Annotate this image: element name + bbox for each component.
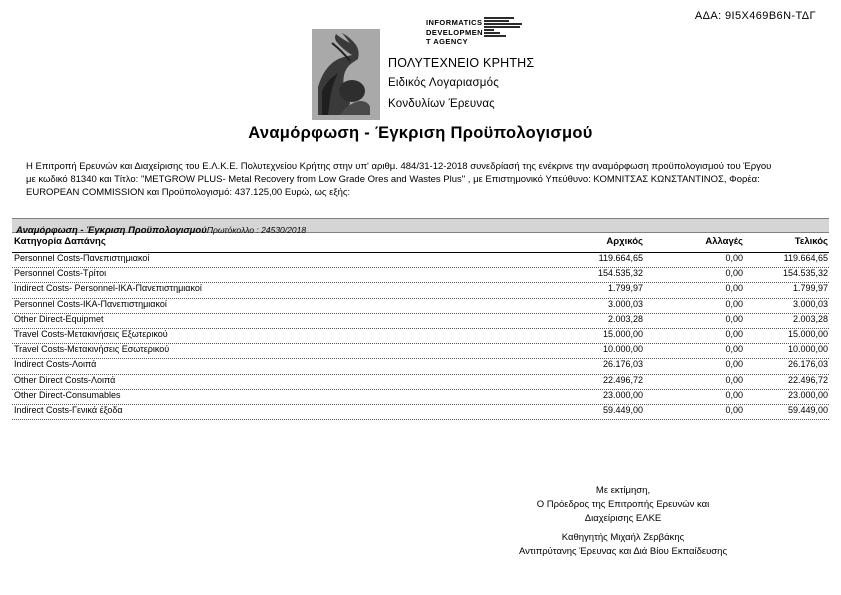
agency-line-3: T AGENCY	[426, 37, 469, 46]
cell-category: Personnel Costs-IKA-Πανεπιστημιακοί	[14, 298, 167, 309]
institution-name-block	[388, 53, 535, 115]
table-row	[12, 344, 829, 359]
cell-changes: 0,00	[725, 283, 743, 294]
cell-category: Other Direct-Equipmet	[14, 313, 104, 324]
cell-initial: 2.003,28	[607, 313, 643, 324]
table-row	[12, 283, 829, 298]
table-band-title: Αναμόρφωση - Έγκριση Προϋπολογισμού	[16, 225, 207, 236]
cell-initial: 154.535,32	[597, 268, 643, 279]
agency-line-2: DEVELOPMEN	[426, 27, 484, 37]
intro-paragraph	[26, 160, 816, 200]
cell-initial: 23.000,00	[602, 389, 643, 400]
cell-changes: 0,00	[725, 359, 743, 370]
cell-category: Other Direct-Consumables	[14, 389, 121, 400]
letterhead	[312, 17, 535, 120]
intro-line-1: Η Επιτροπή Ερευνών και Διαχείρισης του Ε.Λ.Κ.Ε. Πολυτεχνείου Κρήτης στην υπ' αριθμ. 484/31-12-2018 συνεδρίασή της ενέκρινε την αναμόρφωση προϋπολογισμού του Έργου	[26, 161, 772, 172]
cell-initial: 119.664,65	[598, 253, 643, 263]
cell-initial: 3.000,03	[607, 298, 643, 309]
cell-changes: 0,00	[725, 389, 743, 400]
cell-category: Indirect Costs-Λοιπά	[14, 359, 97, 370]
intro-line-2: με κωδικό 81340 και Τίτλο: "METGROW PLUS- Metal Recovery from Low Grade Ores and Wastes Plus" , με Επιστημονικό Υπεύθυνο: ΚΟΜΝΙΤΣΑΣ ΚΩΝΣΤΑΝΤΙΝΟΣ, Φορέα:	[26, 174, 760, 186]
cell-category: Personnel Costs-Πανεπιστημιακοί	[14, 253, 150, 263]
cell-final: 59.449,00	[787, 404, 828, 415]
cell-changes: 0,00	[725, 328, 743, 339]
cell-changes: 0,00	[725, 268, 743, 279]
cell-final: 23.000,00	[787, 389, 828, 400]
cell-category: Indirect Costs-Γενικά έξοδα	[14, 404, 123, 415]
cell-changes: 0,00	[725, 344, 743, 355]
cell-final: 119.664,65	[783, 253, 828, 263]
cell-changes: 0,00	[725, 298, 743, 309]
cell-category: Other Direct Costs-Λοιπά	[14, 374, 116, 385]
signatory-title: Αντιπρύτανης Έρευνας και Διά Βίου Εκπαίδευσης	[518, 546, 728, 557]
table-row	[12, 390, 829, 405]
table-body	[12, 253, 829, 420]
informatics-development-agency-mark	[426, 17, 520, 57]
cell-final: 1.799,97	[792, 283, 828, 294]
cell-initial: 59.449,00	[602, 404, 643, 415]
signature-block-top	[430, 484, 816, 526]
cell-changes: 0,00	[725, 253, 743, 263]
cell-category: Travel Costs-Μετακινήσεις Εσωτερικού	[14, 344, 170, 355]
column-header-final: Τελικός	[794, 236, 828, 247]
table-row	[12, 405, 829, 420]
cell-final: 15.000,00	[787, 328, 828, 339]
table-row	[12, 375, 829, 390]
cell-final: 2.003,28	[792, 313, 828, 324]
cell-initial: 1.799,97	[607, 283, 643, 294]
cell-changes: 0,00	[725, 313, 743, 324]
table-row	[12, 359, 829, 374]
digital-signature-stamp-icon	[484, 17, 524, 38]
cell-category: Travel Costs-Μετακινήσεις Εξωτερικού	[14, 328, 168, 339]
cell-initial: 26.176,03	[602, 359, 643, 370]
agency-name	[426, 18, 486, 47]
column-header-initial: Αρχικός	[606, 236, 643, 247]
table-band-protocol: Πρωτόκολλο : 24530/2018	[206, 225, 307, 235]
agency-line-1: INFORMATICS	[426, 18, 483, 27]
table-row	[12, 268, 829, 283]
table-row	[12, 329, 829, 344]
table-band-header	[12, 218, 829, 236]
cell-initial: 10.000,00	[602, 344, 643, 355]
university-crest-icon	[312, 29, 380, 120]
cell-changes: 0,00	[725, 374, 743, 385]
table-row	[12, 314, 829, 329]
cell-final: 22.496,72	[787, 374, 828, 385]
column-header-changes: Αλλαγές	[705, 236, 743, 247]
ada-code: ΑΔΑ: 9Ι5Χ469Β6Ν-ΤΔΓ	[694, 10, 816, 22]
table-header-row	[12, 236, 829, 253]
intro-line-3: EUROPEAN COMMISSION και Προϋπολογισμό: 437.125,00 Ευρώ, ως εξής:	[26, 187, 351, 199]
cell-category: Indirect Costs- Personnel-IKA-Πανεπιστημιακοί	[14, 283, 202, 294]
signature-role-line-2: Διαχείρισης ΕΛΚΕ	[584, 513, 662, 524]
cell-final: 26.176,03	[787, 359, 828, 370]
page-title: Αναμόρφωση - Έγκριση Προϋπολογισμού	[248, 124, 593, 142]
cell-final: 10.000,00	[787, 344, 828, 355]
special-account-line-1: Ειδικός Λογαριασμός	[388, 77, 499, 89]
cell-category: Personnel Costs-Τρίτοι	[14, 268, 107, 279]
cell-changes: 0,00	[725, 404, 743, 415]
table-row	[12, 299, 829, 314]
signature-role-line-1: Ο Πρόεδρος της Επιτροπής Ερευνών και	[536, 499, 710, 510]
cell-initial: 15.000,00	[602, 328, 643, 339]
signatory-name: Καθηγητής Μιχαήλ Ζερβάκης	[561, 532, 685, 543]
signature-block-bottom	[430, 531, 816, 559]
cell-final: 154.535,32	[782, 268, 828, 279]
university-name: ΠΟΛΥΤΕΧΝΕΙΟ ΚΡΗΤΗΣ	[388, 56, 535, 70]
cell-final: 3.000,03	[792, 298, 828, 309]
signature-regards: Με εκτίμηση,	[595, 485, 651, 496]
cell-initial: 22.496,72	[602, 374, 643, 385]
special-account-line-2: Κονδυλίων Έρευνας	[388, 98, 495, 110]
table-row	[12, 253, 829, 268]
column-header-category: Κατηγορία Δαπάνης	[14, 236, 106, 247]
budget-table	[12, 218, 829, 420]
